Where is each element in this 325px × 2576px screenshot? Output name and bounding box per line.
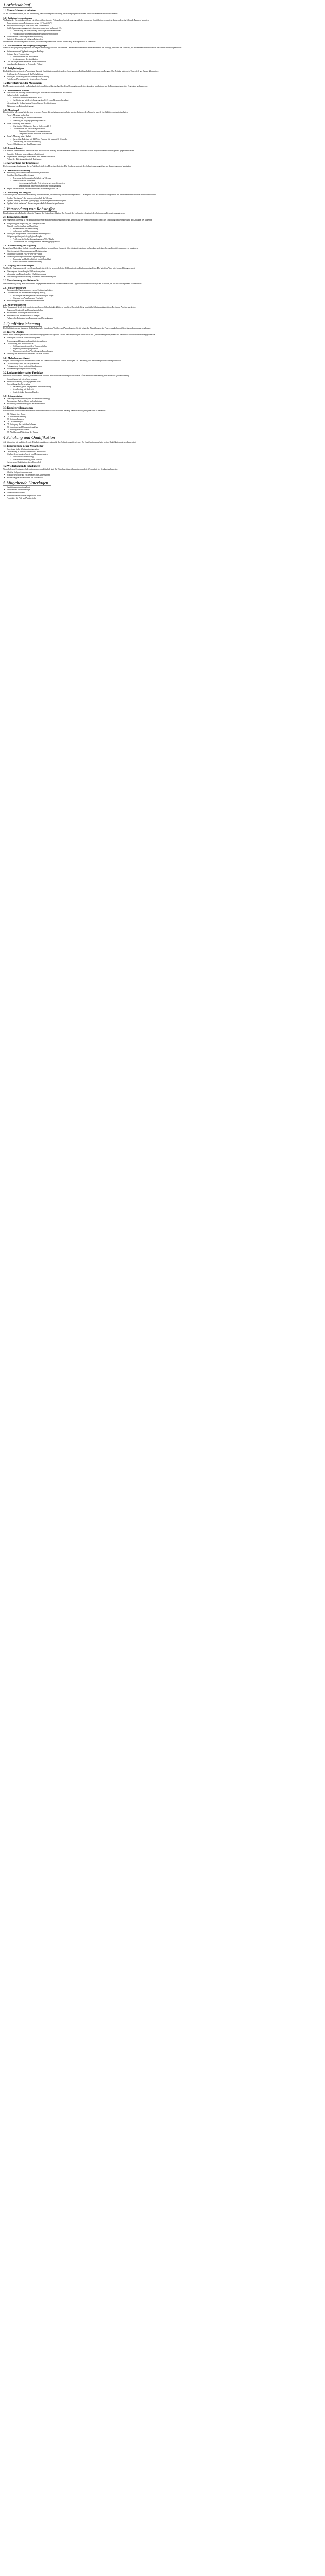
- list-item: ▪ Anwendung des Grubbs-Tests bei mehr als sechs Messwerten: [2, 182, 322, 185]
- list-item: • D5: Festlegung der Abstellmaßnahmen: [2, 423, 322, 426]
- list-item: • Ergebnis "nicht bestanden": Abweichungen außerhalb der zulässigen Grenzen: [2, 202, 322, 205]
- list-item: • Festlegung von Sofort- und Abstellmaßnahmen: [2, 365, 322, 368]
- list-item: • Ergebnis "bedingt bestanden": geringfügige Abweichungen mit Sonderfreigabe: [2, 200, 322, 202]
- bullet-list: [2, 172, 322, 190]
- paragraph: Der Prüfplan ist vor der ersten Anwendung durch die Qualitätssicherung freizugeben. Änderungen am Prüfplan bedürfen einer erneuten Freigabe. Die Freigabe wird durch Unterschrift und Datum dokumentiert.: [3, 70, 159, 72]
- subsection-heading: 2.2.1 Rückverfolgbarkeit: [3, 286, 26, 289]
- list-item: • Zuordnung zu Auftrag, Charge und Arbeitsplatz: [2, 400, 322, 403]
- subsection-heading: 1.2.2 Messablauf: [3, 108, 19, 111]
- list-item: • Räumliche Trennung von freigegebener Ware: [2, 381, 322, 383]
- list-item: • Relative Luftfeuchtigkeit unter 65 % ohne Kondensation: [2, 25, 322, 27]
- chapter-heading: 3 Qualitätssicherung: [3, 321, 42, 327]
- list-item: • Prüfpläne und Prüfanweisungen: [2, 489, 322, 492]
- list-item: ◦ Praktische Einarbeitung unter Aufsicht: [2, 459, 322, 461]
- list-item: • Benennung unabhängiger und qualifizierter Auditoren: [2, 340, 322, 343]
- subsection-heading: 2.1.2 Umgang mit Abweichungen: [3, 264, 34, 267]
- list-item: • Formblätter für Prüf- und Auditberichte: [2, 497, 322, 500]
- list-item: • D8: Abschluss und Würdigung des Teams: [2, 431, 322, 434]
- list-item: • Einweisung in die Arbeitsplatzorganisation: [2, 448, 322, 451]
- list-item: • Stabile Spannungsversorgung mit einer Abweichung von höchstens ± 2 %: [2, 27, 322, 30]
- bullet-list: [2, 471, 322, 479]
- list-item: • Umgebungsbedingungen zu Beginn der Prüfung: [2, 63, 322, 66]
- bullet-list: [2, 309, 322, 319]
- list-item: ◦ Begehung und Befragung vor Ort: [2, 348, 322, 350]
- list-item: ◦ Schrittweise Erhöhung der Last in Stufen von 25 %: [2, 125, 322, 128]
- subsection-heading: 2.1.1 Kennzeichnung und Lagerung: [3, 244, 36, 247]
- list-item: • Prüfung der Datenintegrität mittels Prüfsumme: [2, 158, 322, 161]
- subsection-heading: 1.3.1 Statistische Auswertung: [3, 168, 30, 172]
- list-item: • Ursachenanalyse nach der 5-Why-Methode: [2, 363, 322, 365]
- subsection-heading: 1.1.1 Prüfstandvoraussetzungen: [3, 16, 33, 19]
- section-heading: 4.2 Wiederkehrende Schulungen: [3, 465, 40, 468]
- chapter-heading: 2 Verwendung von Rohstoffen: [3, 206, 57, 212]
- list-item: • Phase 3: Messung unter Überlast: [2, 135, 322, 138]
- bullet-list: [2, 50, 322, 66]
- list-item: • Sichtprüfung der Verpackung auf Transportschäden: [2, 223, 322, 225]
- list-item: • Überprüfung der Verkabelung auf festen Sitz und Beschädigungen: [2, 102, 322, 105]
- list-item: • Tragen von Schutzbrille und Schutzhandschuhen: [2, 309, 322, 312]
- list-item: • Jährliche Sicherheitsunterweisung: [2, 471, 322, 474]
- subsection-heading: 3.2.1 Dokumentation: [3, 395, 23, 398]
- list-item: • Auffrischung der Prüfmethoden für Prüfpersonal: [2, 477, 322, 479]
- list-item: ▪ Dokumentation ausgeschlossener Werte mit Begründung: [2, 185, 322, 188]
- list-item: ◦ Aufzeichnung der Ruhestromaufnahme: [2, 117, 322, 120]
- list-item: ◦ Protokollierung von Spannungsspitzen und Unterbrechungen: [2, 33, 322, 36]
- list-item: ◦ Bewertung der Streuung im Verhältnis zur Toleranz: [2, 177, 322, 180]
- paragraph: Werden diese Voraussetzungen nicht erfüllt, ist die Prüfung auszusetzen und die Abweichung im Prüfprotokoll zu vermerken.: [3, 40, 96, 43]
- paragraph: Für alle eingesetzten Rohstoffe gelten die Vorgaben der Einkaufsspezifikation. Die Auswahl der Lieferanten erfolgt nach den Kriterien des Lieferantenmanagements.: [3, 212, 126, 214]
- list-item: • Entscheidung über Verwendung: [2, 383, 322, 386]
- list-item: ◦ Schutz vor direkter Sonneneinstrahlung: [2, 261, 322, 263]
- paragraph: Die Messungen werden in der im Prüfplan festgelegten Reihenfolge durchgeführt. Jede Messung ist mindestens dreimal zu wiederholen, um die Reproduzierbarkeit der Ergebnisse nachzuweisen.: [3, 85, 148, 88]
- document-body: [2, 9, 322, 500]
- list-item: • Seriennummer und Typbezeichnung des Prüflings: [2, 50, 322, 53]
- list-item: ▪ Spannung, Strom und Leistungsaufnahme: [2, 130, 322, 133]
- list-item: ◦ Überwachung der Netzspannung über das gesamte Messintervall: [2, 30, 322, 32]
- list-item: • D7: Vorbeugende Maßnahmen: [2, 429, 322, 431]
- list-item: • Durchführung nach Auditcheckliste: [2, 343, 322, 345]
- bullet-list: [2, 250, 322, 263]
- list-item: • Ausreichende Belüftung des Arbeitsplatzes: [2, 312, 322, 314]
- bullet-list: [2, 114, 322, 146]
- list-item: ◦ Versionsnummer der Applikation: [2, 58, 322, 61]
- bullet-list: [2, 270, 322, 278]
- paragraph: Beim Umgang mit Gefahrstoffen sind die Angaben der Sicherheitsdatenblätter zu beachten. Die erforderliche persönliche Schutzausrüstung ist vor Beginn der Arbeiten anzulegen.: [3, 306, 136, 309]
- list-item: ◦ Buchung der Restmengen bei Rücklieferung ins Lager: [2, 295, 322, 297]
- list-item: • Vibrationsfreie Aufstellung der Messeinrichtung: [2, 36, 322, 38]
- subsection-heading: 1.2.3 Datensicherung: [3, 147, 23, 150]
- chapter-heading: 4 Schulung und Qualifikation: [3, 435, 57, 440]
- paragraph: Fehlerhafte Produkte sind eindeutig zu kennzeichnen und von der weiteren Verarbeitung auszuschließen. Über die weitere Verwendung entscheidet die Qualitätssicherung.: [3, 375, 130, 377]
- paragraph: Alle Mitarbeiter, die qualitätsrelevante Tätigkeiten ausführen, müssen für ihre Aufgaben qualifiziert sein. Der Qualifikationsstand wird in einer Qualifikationsmatrix dokumentiert.: [3, 441, 136, 444]
- list-item: ◦ Kurzzeitige Belastung mit 120 % der Nennlast für maximal 60 Sekunden: [2, 138, 322, 141]
- bullet-list: [2, 197, 322, 205]
- paragraph: Die Auswertung erfolgt anhand der im Prüfplan festgelegten Bewertungskriterien. Die Ergebnisse sind mit den Sollwerten zu vergleichen und Abweichungen zu begründen.: [3, 165, 131, 167]
- list-item: ◦ Sonderfreigabe durch den Kunden: [2, 391, 322, 394]
- list-item: • Aktivierung der Datenaufzeichnung: [2, 105, 322, 108]
- list-item: • Nullabgleich der Messkanäle: [2, 94, 322, 97]
- paragraph: Die Verarbeitung erfolgt ausschließlich mit freigegebenen Materialien. Die Entnahme aus dem Lager ist im Warenwirtschaftssystem zu buchen, um die Rückverfolgbarkeit sicherzustellen.: [3, 282, 142, 285]
- list-item: ◦ Nacharbeit gemäß freigegebener Arbeitsanweisung: [2, 386, 322, 388]
- list-item: • Vergabe eines eindeutigen Dateinamens nach Namenskonvention: [2, 156, 322, 158]
- bullet-list: [2, 153, 322, 161]
- list-item: • Freigabe und Archivierung der freigegebenen Fassung: [2, 78, 322, 81]
- list-item: ◦ Versionsnummer des Bootloaders: [2, 56, 322, 58]
- section-heading: 1.2 Durchführung der Messungen: [3, 81, 42, 85]
- list-item: ◦ Liefermenge und Chargennummer: [2, 230, 322, 233]
- list-item: • Auswertung der Fehlerhäufigkeit im Monatsbericht: [2, 403, 322, 405]
- list-item: • Temperaturbereich des Prüfraums zwischen 18 °C und 26 °C: [2, 22, 322, 25]
- paragraph: Jede eingehende Lieferung ist vor der Einlagerung einer Eingangskontrolle zu unterziehen. Der Umfang der Kontrolle richtet sich nach der Einstufung des Lieferanten und der Kritikalität des Materials.: [3, 219, 153, 222]
- list-item: • D1: Bildung eines Teams: [2, 413, 322, 416]
- list-item: • Fachgerechte Entsorgung von Restmengen und Verpackungen: [2, 317, 322, 320]
- bullet-list: [2, 413, 322, 434]
- list-item: ◦ Identifikation von Ausreißern: [2, 180, 322, 182]
- section-heading: 1.1 Vorverfahrensrichtlinien: [3, 9, 36, 12]
- paragraph: Alle erfassten Messdaten sind unmittelbar nach Abschluss der Messung auf dem zentralen Datenserver zu sichern. Lokale Kopien dürfen nur vorübergehend gespeichert werden.: [3, 149, 135, 152]
- section-heading: 1.3 Auswertung der Ergebnisse: [3, 162, 39, 165]
- paragraph: Vor Beginn der Versuchsdurchführung ist sicherzustellen, dass der Prüfstand den Anforderungen gemäß den technischen Spezifikationen entspricht. Insbesondere sind folgende Punkte zu beachten:: [3, 19, 149, 22]
- list-item: ◦ Temperatur und Luftfeuchtigkeit gemäß Datenblatt: [2, 258, 322, 261]
- list-item: • Berechnung des arithmetischen Mittelwerts je Messreihe: [2, 172, 322, 174]
- list-item: • Erfassung im Fehlermeldesystem mit Fehlerbeschreibung: [2, 398, 322, 400]
- subsection-heading: 1.3.2 Bewertung und Freigabe: [3, 191, 31, 194]
- list-item: • Archivierung der Daten für mindestens zehn Jahre: [2, 300, 322, 302]
- bullet-list: [2, 337, 322, 355]
- list-item: • Phase 2: Messung unter Nennlast: [2, 123, 322, 125]
- bullet-list: [2, 73, 322, 81]
- subsection-heading: 3.1.1 Maßnahmenverfolgung: [3, 357, 30, 360]
- list-item: • Angabe der erweiterten Messunsicherheit mit Erweiterungsfaktor k = 2: [2, 188, 322, 190]
- list-item: • Zuordnung der Chargennummern zu den Fertigungsaufträgen: [2, 289, 322, 292]
- list-item: • Dokumentation der verwendeten Mengen je Auftrag: [2, 292, 322, 294]
- paragraph: Zu den Verfahrensschritten, die zur Vorbereitung, Durchführung und Bewertung der Prüfungsergebnisse dienen, wird nachstehend der Ablauf beschrieben.: [3, 12, 118, 15]
- list-item: • D3: Sofortmaßnahmen: [2, 418, 322, 421]
- paragraph: Wiederkehrende Schulungen finden mindestens einmal jährlich statt. Die Teilnahme ist zu dokumentieren und die Wirksamkeit der Schulung zu bewerten.: [3, 468, 118, 470]
- paragraph: Reklamationen von Kunden werden zentral erfasst und innerhalb von 24 Stunden bestätigt. Die Bearbeitung erfolgt nach der 8D-Methode.: [3, 410, 106, 412]
- list-item: ◦ Erfassung von Ausschuss und Verschnitt: [2, 297, 322, 300]
- list-item: • Information des Einkaufs und der Qualitätssicherung: [2, 273, 322, 276]
- subsection-heading: 2.2.2 Sicherheitshinweise: [3, 303, 26, 306]
- list-item: ◦ Dokumentation der Messwerte je Laststufe: [2, 128, 322, 130]
- list-item: • Erstellung des Auditberichts innerhalb von zwei Wochen: [2, 353, 322, 355]
- section-heading: 3.3 Kundenreklamationen: [3, 406, 33, 410]
- list-item: ◦ Erfassung der Ausgangsspannung ohne Last: [2, 120, 322, 122]
- list-item: • Einhaltung der vorgeschriebenen Lagerbedingungen: [2, 256, 322, 258]
- list-item: ◦ Eröffnungsgespräch mit den Verantwortlichen: [2, 345, 322, 348]
- list-item: • Ermittlung der Standardabweichung: [2, 174, 322, 177]
- bullet-list: [2, 289, 322, 302]
- section-heading: 4.1 Einarbeitung neuer Mitarbeiter: [3, 445, 44, 448]
- list-item: ◦ Verschrottung mit Nachweis: [2, 388, 322, 391]
- list-item: • Erstellung des Prüfplans durch die Fachabteilung: [2, 73, 322, 76]
- list-item: • Einlagerung nach dem First-in-first-out-Prinzip: [2, 253, 322, 256]
- section-heading: 3.2 Lenkung fehlerhafter Produkte: [3, 371, 43, 375]
- paragraph: Auf Grundlage der statistischen Auswertung wird entschieden, ob der Prüfling die Anforderungen erfüllt. Das Ergebnis wird im Prüfbericht festgehalten und durch den verantwortlichen Prüfer unterzeichnet.: [3, 194, 156, 196]
- bullet-list: [2, 398, 322, 405]
- list-item: ◦ Abschlussgespräch mit Vorstellung der Feststellungen: [2, 350, 322, 353]
- list-item: • D2: Problembeschreibung: [2, 416, 322, 418]
- section-heading: 2.1 Eingangskontrolle: [3, 215, 28, 219]
- list-item: • Software- bzw. Firmwarestand: [2, 53, 322, 56]
- list-item: • D4: Ursachenanalyse: [2, 421, 322, 423]
- list-item: • Prüfung der mitgelieferten Zertifikate und Werkszeugnisse: [2, 233, 322, 235]
- list-item: • Unterweisung in Arbeitssicherheit und Umweltschutz: [2, 451, 322, 453]
- list-item: ▪ Temperatur an den definierten Messpunkten: [2, 133, 322, 135]
- list-item: • D6: Umsetzung und Wirksamkeitsprüfung: [2, 426, 322, 429]
- paragraph: Freigegebene Materialien sind mit einem Freigabeetikett zu kennzeichnen. Gesperrte Ware ist räumlich getrennt im Sperrlager aufzubewahren und deutlich als gesperrt zu markieren.: [3, 247, 138, 249]
- paragraph: Wird bei der Eingangskontrolle eine Abweichung festgestellt, ist unverzüglich eine Reklamation beim Lieferanten einzuleiten. Die betroffene Ware wird bis zur Klärung gesperrt.: [3, 267, 135, 269]
- list-item: • Kalibrierte Messmittel mit gültigem Prüfzeichen: [2, 38, 322, 41]
- paragraph: Interne Audits werden gemäß dem jährlichen Auditprogramm durchgeführt. Ziel ist die Überprüfung der Wirksamkeit des Qualitätsmanagementsystems und die Identifikation von Verbesserungspotenzialen.: [3, 334, 156, 336]
- list-item: • Schulung bei Änderung von Verfahren oder Anweisungen: [2, 474, 322, 477]
- list-item: • Nachweis der Qualifikation durch Unterschrift: [2, 461, 322, 464]
- paragraph: Für jede Feststellung ist eine Korrekturmaßnahme mit Verantwortlichem und Termin festzulegen. Die Umsetzung wird durch die Qualitätssicherung überwacht.: [3, 359, 122, 362]
- list-item: • Liste der eingesetzten Messmittel mit Kalibrierdatum: [2, 61, 322, 63]
- list-item: • Bereithalten von Bindemitteln für Leckagen: [2, 315, 322, 317]
- bullet-list: [2, 486, 322, 499]
- list-item: • Export der Rohdaten im vereinbarten Dateiformat: [2, 153, 322, 156]
- list-item: • Ergebnis "bestanden": alle Messwerte innerhalb der Toleranz: [2, 197, 322, 200]
- list-item: ◦ Dokumentation der Prüfergebnisse im Wareneingangsprotokoll: [2, 241, 322, 243]
- list-item: • Qualitätsmanagementhandbuch: [2, 486, 322, 489]
- list-item: ◦ Theoretische Unterweisung: [2, 456, 322, 459]
- list-item: ◦ Kontrolle der Offsetwerte aller Kanäle: [2, 97, 322, 99]
- list-item: • Etikettierung mit Chargennummer und Freigabedatum: [2, 250, 322, 253]
- bullet-list: [2, 22, 322, 41]
- list-item: • Planung der Audits im Jahresauditprogramm: [2, 337, 322, 340]
- bullet-list: [2, 378, 322, 394]
- document-title: 1 Arbeitsablauf: [3, 2, 32, 8]
- bullet-list: [2, 363, 322, 370]
- section-heading: 2.2 Verarbeitung der Rohstoffe: [3, 279, 39, 283]
- list-item: • Sicherheitsdatenblätter der eingesetzten Stoffe: [2, 495, 322, 497]
- subsection-heading: 1.1.2 Dokumentation der Ausgangsbedingungen: [3, 44, 47, 47]
- list-item: • Phase 1: Messung im Leerlauf: [2, 114, 322, 117]
- list-item: • Kennzeichnung mit rotem Sperrvermerk: [2, 378, 322, 381]
- paragraph: Der eigentliche Messablauf gliedert sich in mehrere Phasen, die nacheinander abgearbeitet werden. Zwischen den Phasen ist jeweils eine Stabilisierungszeit einzuhalten.: [3, 111, 128, 114]
- list-item: • Stichprobenprüfung nach festgelegtem Prüfplan: [2, 235, 322, 238]
- subsection-heading: 1.1.3 Prüfplanfreigabe: [3, 67, 24, 70]
- list-item: • Phase 4: Abkühlphase und Abschlussmessung: [2, 143, 322, 146]
- list-item: ◦ Überwachung der Schutzabschaltung: [2, 141, 322, 143]
- list-item: ◦ Artikelnummer und Bezeichnung: [2, 228, 322, 230]
- paragraph: Sämtliche Ausgangsbedingungen sind vor Beginn der Prüfung schriftlich festzuhalten. Dazu zählen insbesondere die Seriennummer des Prüflings, der Stand der Firmware, die verwendeten Messmittel sowie die Namen der beteiligten Prüfer.: [3, 47, 182, 49]
- list-item: • Einschalten des Prüflings und Einhaltung der Aufwärmzeit von mindestens 30 Minuten: [2, 92, 322, 94]
- chapter-heading: 5 Mitgeltende Unterlagen: [3, 480, 51, 486]
- list-item: ◦ Festlegung des Stichprobenumfangs nach AQL-Tabelle: [2, 238, 322, 241]
- list-item: • Entscheidung über Rücksendung, Nacharbeit oder Sonderfreigabe: [2, 276, 322, 278]
- list-item: • Prüfung auf Vollständigkeit durch die Qualitätssicherung: [2, 76, 322, 78]
- list-item: • Erfassung der Abweichung im Reklamationssystem: [2, 270, 322, 273]
- list-item: ◦ Nachjustierung bei Abweichungen größer 0,5 % vom Messbereichsendwert: [2, 99, 322, 102]
- bullet-list: [2, 448, 322, 464]
- subsection-heading: 1.2.1 Vorbereitende Schritte: [3, 89, 29, 92]
- list-item: • Wirksamkeitsprüfung nach Umsetzung: [2, 368, 322, 370]
- section-heading: 3.1 Interne Audits: [3, 330, 24, 334]
- list-item: • Schulung der relevanten Arbeits- und Prüfanweisungen: [2, 453, 322, 456]
- list-item: • Einkaufsspezifikationen: [2, 492, 322, 494]
- list-item: • Abgleich von Lieferschein und Bestellung: [2, 225, 322, 228]
- paragraph: Die Qualitätssicherung überwacht die Einhaltung aller festgelegten Verfahren und Anforderungen. Sie ist befugt, bei Abweichungen den Prozess anzuhalten und Korrekturmaßnahmen zu veranlassen.: [3, 327, 151, 329]
- bullet-list: [2, 223, 322, 244]
- bullet-list: [2, 92, 322, 108]
- document: [0, 0, 324, 500]
